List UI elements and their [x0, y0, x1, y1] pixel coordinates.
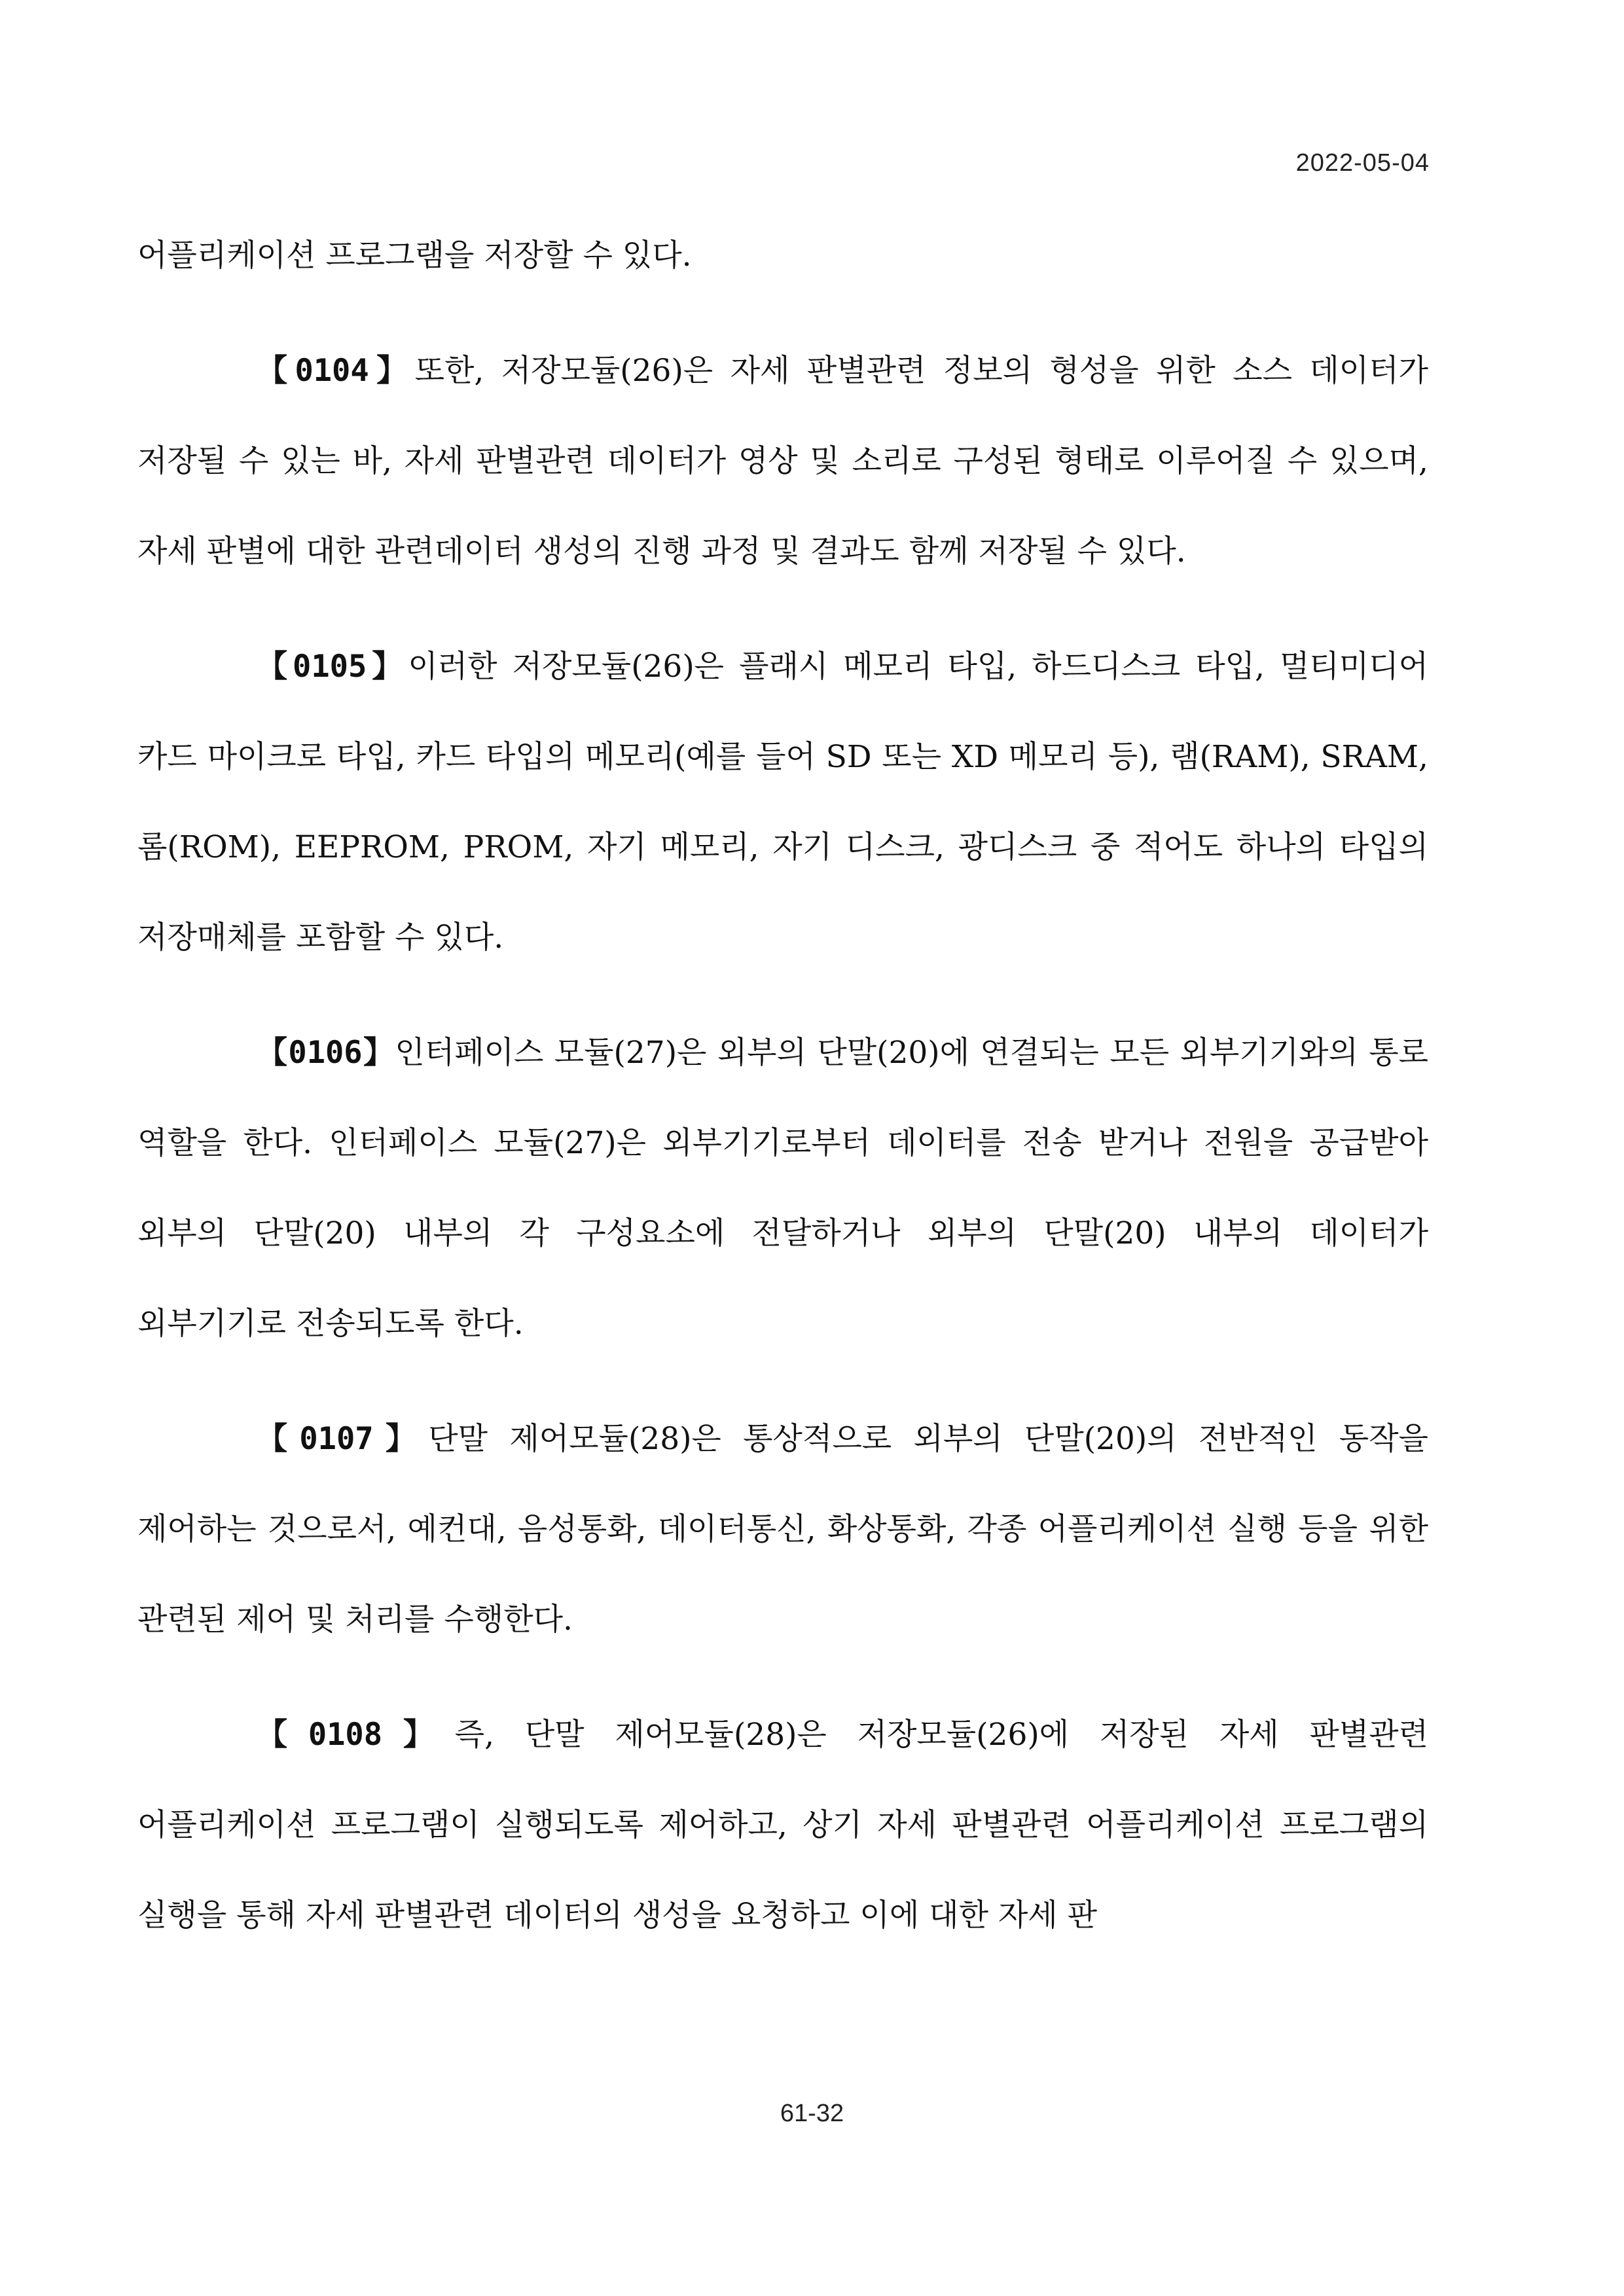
paragraph-text: 인터페이스 모듈(27)은 외부의 단말(20)에 연결되는 모든 외부기기와의 통로 역할을 한다. 인터페이스 모듈(27)은 외부기기로부터 데이터를 전송 받거나 전원을 공급받아 외부의 단말(20) 내부의 각 구성요소에 전달하거나 외부의 단말(20) 내부의 데이터가 외부기기로 전송되도록 한다. — [137, 1035, 1428, 1342]
paragraph-0107 — [137, 1394, 1428, 1665]
paragraph-number: 【0105】 — [257, 649, 408, 685]
paragraph-0108 — [137, 1690, 1428, 1961]
paragraph-0104 — [137, 326, 1428, 597]
paragraph-number: 【0108】 — [257, 1717, 455, 1753]
paragraph-text: 단말 제어모듈(28)은 통상적으로 외부의 단말(20)의 전반적인 동작을 제어하는 것으로서, 예컨대, 음성통화, 데이터통신, 화상통화, 각종 어플리케이션 실행 등을 위한 관련된 제어 및 처리를 수행한다. — [137, 1421, 1428, 1638]
paragraph-text: 이러한 저장모듈(26)은 플래시 메모리 타입, 하드디스크 타입, 멀티미디어 카드 마이크로 타입, 카드 타입의 메모리(예를 들어 SD 또는 XD 메모리 등), 램(RAM), SRAM, 롬(ROM), EEPROM, PROM, 자기 메모리, 자기 디스크, 광디스크 중 적어도 하나의 타입의 저장매체를 포함할 수 있다. — [137, 649, 1428, 956]
paragraph-text: 또한, 저장모듈(26)은 자세 판별관련 정보의 형성을 위한 소스 데이터가 저장될 수 있는 바, 자세 판별관련 데이터가 영상 및 소리로 구성된 형태로 이루어질 수 있으며, 자세 판별에 대한 관련데이터 생성의 진행 과정 및 결과도 함께 저장될 수 있다. — [137, 353, 1429, 569]
document-body — [137, 211, 1428, 1961]
paragraph-number: 【0106】 — [257, 1035, 395, 1071]
paragraph-number: 【0104】 — [257, 353, 415, 389]
paragraph-text: 즉, 단말 제어모듈(28)은 저장모듈(26)에 저장된 자세 판별관련 어플리케이션 프로그램이 실행되도록 제어하고, 상기 자세 판별관련 어플리케이션 프로그램의 실행을 통해 자세 판별관련 데이터의 생성을 요청하고 이에 대한 자세 판 — [137, 1717, 1428, 1933]
paragraph-0105 — [137, 622, 1428, 983]
continuation-text: 어플리케이션 프로그램을 저장할 수 있다. — [137, 238, 692, 274]
paragraph-number: 【0107】 — [257, 1421, 429, 1457]
page-header-date: 2022-05-04 — [1295, 149, 1430, 177]
paragraph-0106 — [137, 1008, 1428, 1369]
page-footer-number: 61-32 — [780, 2100, 844, 2127]
